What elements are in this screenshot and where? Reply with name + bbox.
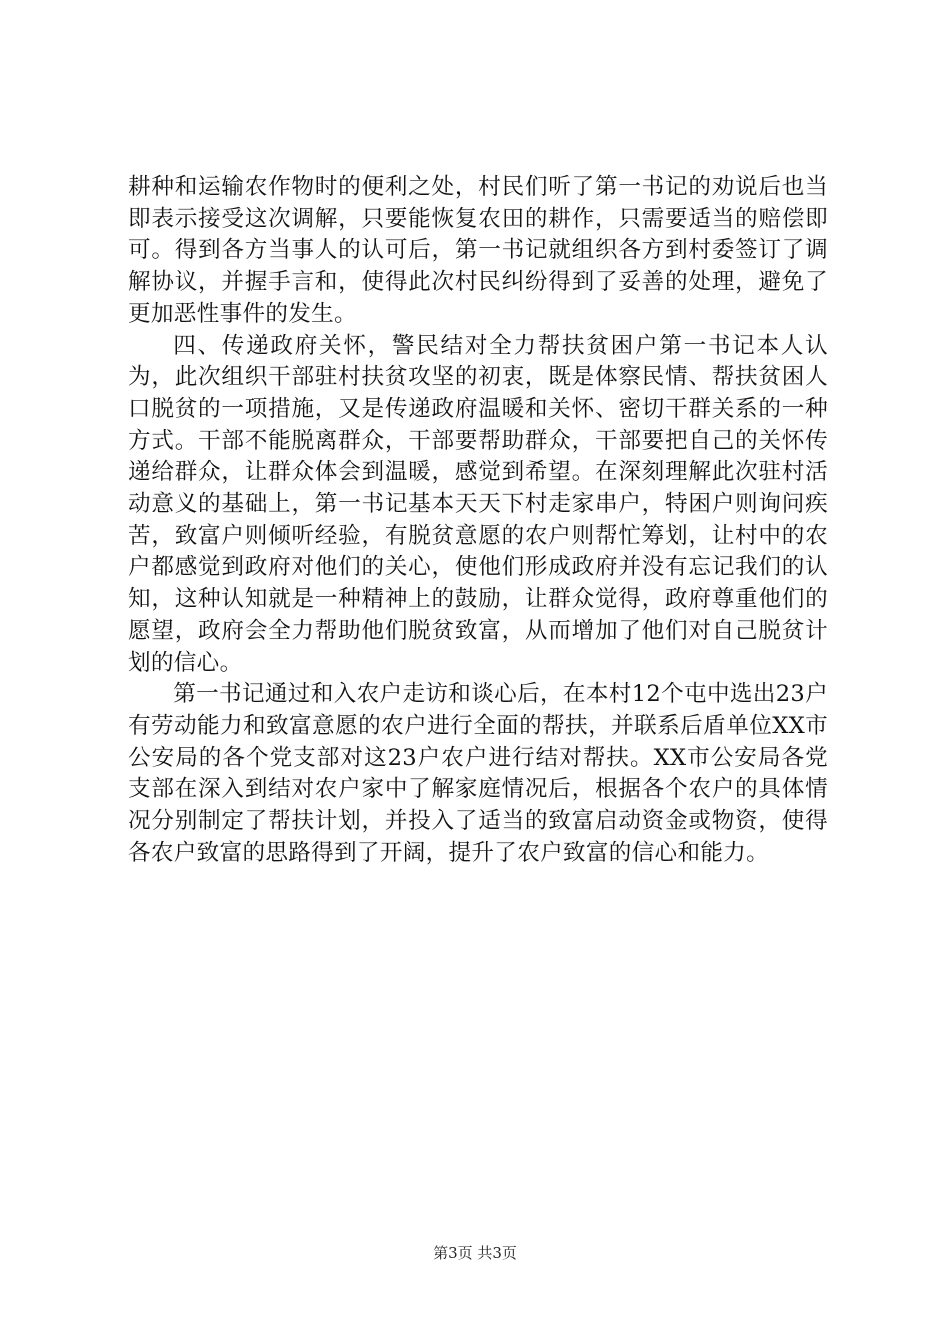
paragraph-paired-assistance: 第一书记通过和入农户走访和谈心后，在本村12个屯中选出23户有劳动能力和致富意愿的农户进行全面的帮扶，并联系后盾单位XX市公安局的各个党支部对这23户农户进行结对帮扶。XX市公安局各党支部在深入到结对农户家中了解家庭情况后，根据各个农户的具体情况分别制定了帮扶计划，并投入了适当的致富启动资金或物资，使得各农户致富的思路得到了开阔，提升了农户致富的信心和能力。 (128, 681, 828, 866)
paragraph-government-care: 四、传递政府关怀，警民结对全力帮扶贫困户第一书记本人认为，此次组织干部驻村扶贫攻坚的初衷，既是体察民情、帮扶贫困人口脱贫的一项措施，又是传递政府温暖和关怀、密切干群关系的一种方式。干部不能脱离群众，干部要帮助群众，干部要把自己的关怀传递给群众，让群众体会到温暖，感觉到希望。在深刻理解此次驻村活动意义的基础上，第一书记基本天天下村走家串户，特困户则询问疾苦，致富户则倾听经验，有脱贫意愿的农户则帮忙筹划，让村中的农户都感觉到政府对他们的关心，使他们形成政府并没有忘记我们的认知，这种认知就是一种精神上的鼓励，让群众觉得，政府尊重他们的愿望，政府会全力帮助他们脱贫致富，从而增加了他们对自己脱贫计划的信心。 (128, 332, 828, 676)
page-number-footer: 第3页 共3页 (433, 1244, 517, 1262)
document-body (128, 172, 828, 869)
paragraph-continuation: 耕种和运输农作物时的便利之处，村民们听了第一书记的劝说后也当即表示接受这次调解，只要能恢复农田的耕作，只需要适当的赔偿即可。得到各方当事人的认可后，第一书记就组织各方到村委签订了调解协议，并握手言和，使得此次村民纠纷得到了妥善的处理，避免了更加恶性事件的发生。 (128, 174, 828, 327)
